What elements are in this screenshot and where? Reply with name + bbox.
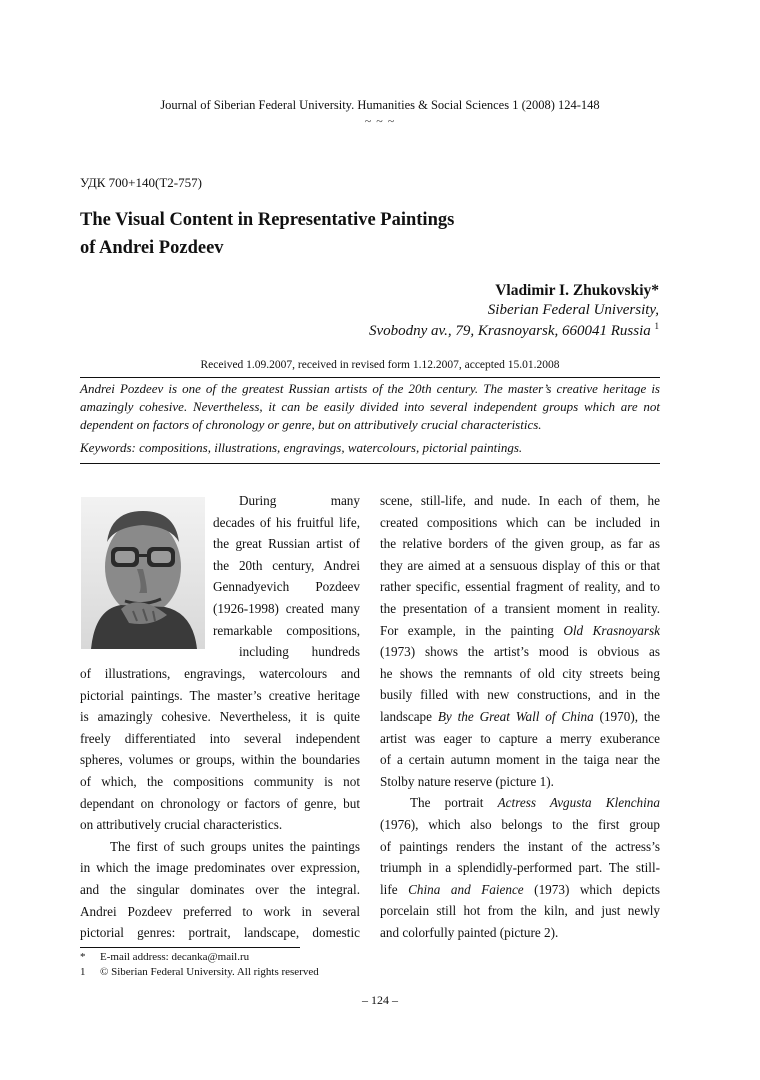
body-line xyxy=(380,792,660,814)
body-line: in which the image predominates over expression, xyxy=(80,860,360,876)
body-line: freely differentiated into several independent xyxy=(80,730,360,746)
affiliation-mark: 1 xyxy=(654,321,659,331)
body-line: of a certain autumn moment in the taiga near the xyxy=(380,752,660,768)
body-line: Stolby nature reserve (picture 1). xyxy=(380,773,554,789)
footnote-mark: 1 xyxy=(80,966,86,978)
header-ornament: ~ ~ ~ xyxy=(364,114,396,128)
painting-title-great-wall: By the Great Wall of China xyxy=(437,708,594,724)
body-line: During many xyxy=(239,493,360,508)
body-line: rather specific, essential fragment of reality, and to xyxy=(380,579,660,595)
abstract: Andrei Pozdeev is one of the greatest Russian artists of the 20th century. The master’s creative heritage is amazingly cohesive. Nevertheless, it can be easily divided into several independent groups which are not dependent on factors of chronology or genre, but on attributively crucial characteristics. xyxy=(80,381,660,432)
body-text: For example, in the painting xyxy=(380,622,564,638)
body-line: (1926-1998) created many xyxy=(213,600,360,616)
title-line-1: The Visual Content in Representative Paintings xyxy=(80,210,455,230)
body-line: pictorial genres: portrait, landscape, domestic xyxy=(80,925,360,941)
body-line: on attributively crucial characteristics. xyxy=(80,817,283,833)
body-line xyxy=(380,879,660,901)
painting-title-china-faience: China and Faience xyxy=(408,881,524,897)
footnote-email xyxy=(80,951,249,963)
body-line: he shows the remnants of old city streets being xyxy=(380,665,660,681)
footnote-email-text: E-mail address: decanka@mail.ru xyxy=(100,951,250,963)
abstract-top-rule xyxy=(80,377,660,378)
author-affiliation-1: Siberian Federal University, xyxy=(487,302,659,318)
udk-code: УДК 700+140(Т2-757) xyxy=(80,175,202,190)
body-line: they are aimed at a sensuous display of this or that xyxy=(380,557,660,573)
body-line xyxy=(380,620,660,642)
journal-header: Journal of Siberian Federal University. Humanities & Social Sciences 1 (2008) 124-148 xyxy=(160,98,600,112)
footnote-copyright xyxy=(80,966,319,978)
body-line xyxy=(380,706,660,728)
body-line: pictorial paintings. The master’s creative heritage xyxy=(80,687,360,703)
painting-title-actress: Actress Avgusta Klenchina xyxy=(497,795,660,811)
received-dates: Received 1.09.2007, received in revised form 1.12.2007, accepted 15.01.2008 xyxy=(200,359,560,371)
body-text: life xyxy=(380,881,409,897)
body-text: (1970), the xyxy=(593,708,660,724)
body-line: including hundreds xyxy=(239,644,360,660)
body-line: is amazingly cohesive. Nevertheless, it is quite xyxy=(80,709,360,725)
body-line: The first of such groups unites the paintings xyxy=(110,838,360,854)
body-line: of illustrations, engravings, watercolours and xyxy=(80,666,360,681)
body-line: busily filled with new constructions, and in the xyxy=(380,687,660,703)
body-line: (1973) shows the artist’s mood is obvious as xyxy=(380,644,660,660)
footnote-rule xyxy=(80,947,300,948)
body-text: (1973) which depicts xyxy=(523,881,660,897)
painting-title-old-krasnoyarsk: Old Krasnoyarsk xyxy=(563,622,660,638)
body-line: decades of his fruitful life, xyxy=(213,514,360,530)
page-number: – 124 – xyxy=(362,993,398,1007)
body-text: landscape xyxy=(380,708,438,724)
author-portrait-photo xyxy=(81,497,205,649)
body-line: created compositions which can be included in xyxy=(380,514,660,530)
body-line: the 20th century, Andrei xyxy=(213,557,360,573)
body-column-right xyxy=(380,490,660,943)
title-line-2: of Andrei Pozdeev xyxy=(80,238,224,258)
keywords: Keywords: compositions, illustrations, engravings, watercolours, pictorial paintings. xyxy=(80,440,523,455)
body-line: dependant on chronology or factors of genre, but xyxy=(80,795,360,811)
body-line: spheres, volumes or groups, within the boundaries xyxy=(80,752,360,768)
affiliation-address: Svobodny av., 79, Krasnoyarsk, 660041 Russia xyxy=(368,323,651,339)
body-line: the great Russian artist of xyxy=(213,536,360,552)
footnote-mark: * xyxy=(80,951,86,963)
article-title xyxy=(80,206,680,262)
body-line: porcelain still hot from the kiln, and just newly xyxy=(380,903,660,919)
footnote-copyright-text: © Siberian Federal University. All rights reserved xyxy=(100,966,319,978)
body-column-left-bottom xyxy=(80,663,360,944)
abstract-bottom-rule xyxy=(80,463,660,464)
body-line: Andrei Pozdeev preferred to work in several xyxy=(80,903,360,919)
author-name: Vladimir I. Zhukovskiy* xyxy=(495,282,659,299)
body-line: and colorfully painted (picture 2). xyxy=(380,924,559,940)
body-line: the presentation of a transient moment in reality. xyxy=(380,600,660,616)
body-line: triumph in a splendidly-performed part. The still- xyxy=(380,860,660,876)
author-affiliation-2 xyxy=(369,321,659,340)
body-line: artist was eager to capture a merry exuberance xyxy=(380,730,660,746)
body-text: The portrait xyxy=(410,795,498,811)
body-line: and the singular dominates over the integral. xyxy=(80,881,360,897)
body-line: (1976), which also belongs to the first group xyxy=(380,816,660,832)
body-line: the relative borders of the given group, as far as xyxy=(380,536,660,552)
body-line: scene, still-life, and nude. In each of them, he xyxy=(380,493,660,508)
body-line: remarkable compositions, xyxy=(213,622,360,638)
body-line: of paintings renders the instant of the actress’s xyxy=(380,838,660,854)
body-line: Gennadyevich Pozdeev xyxy=(213,579,360,595)
body-column-left-top xyxy=(213,490,360,663)
body-line: of which, the compositions community is not xyxy=(80,773,360,789)
